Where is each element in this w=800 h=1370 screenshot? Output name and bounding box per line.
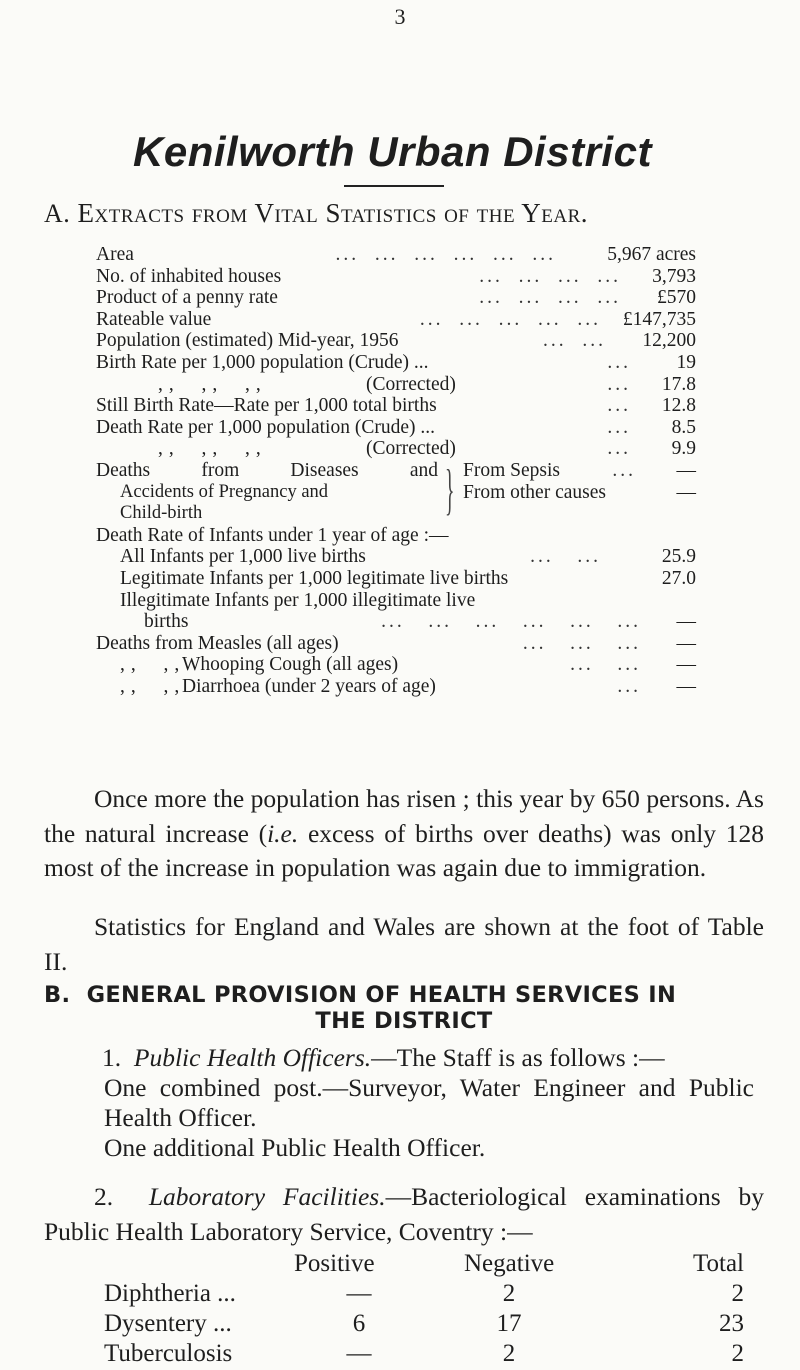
brace-icon: } (445, 458, 455, 521)
stat-row-area: Area ... ... ... ... ... ... 5,967 acres (96, 244, 696, 265)
table-row (104, 1340, 744, 1370)
stat-row-all-infants: All Infants per 1,000 live births ... ... 25.9 (120, 546, 696, 568)
stat-value: 9.9 (671, 438, 696, 460)
table-row (104, 1280, 744, 1310)
stat-label: Death Rate per 1,000 population (Crude) ... (96, 416, 435, 438)
stat-value: £570 (657, 287, 696, 309)
negative-count: 2 (502, 1340, 516, 1367)
stat-row-still-birth-rate: Still Birth Rate—Rate per 1,000 total births ... 12.8 (96, 395, 696, 417)
stat-row-death-rate-crude: Death Rate per 1,000 population (Crude) ... ... 8.5 (96, 416, 696, 438)
section-b-heading: B. GENERAL PROVISION OF HEALTH SERVICES IN THE DISTRICT (44, 982, 677, 1034)
stat-label: Diarrhoea (under 2 years of age) (182, 675, 436, 697)
stat-value: 5,967 acres (607, 244, 696, 265)
positive-count: 6 (352, 1310, 366, 1337)
stat-row-birth-rate-corrected: ,, ,, ,, (Corrected) ... 17.8 (158, 373, 696, 395)
title-divider (344, 185, 444, 187)
sepsis-value: — (676, 459, 696, 481)
disease-name: Diphtheria ... (104, 1280, 236, 1307)
table-header-row (104, 1250, 744, 1280)
stat-row-measles: Deaths from Measles (all ages) ... ... ... — (96, 632, 696, 654)
stat-value: — (676, 632, 696, 654)
stat-row-illegitimate-infants (96, 590, 696, 612)
stat-row-birth-rate-crude: Birth Rate per 1,000 population (Crude) ... ... 19 (96, 351, 696, 373)
stat-label: births (144, 611, 189, 633)
stat-label: Whooping Cough (all ages) (182, 654, 399, 676)
disease-name: Dysentery ... (104, 1310, 232, 1337)
stat-label: Population (estimated) Mid-year, 1956 (96, 330, 399, 352)
stat-row-legitimate-infants (96, 568, 696, 590)
page-number: 3 (394, 4, 406, 29)
stat-label: Deaths from Measles (all ages) (96, 632, 339, 654)
stat-label: Area (96, 244, 134, 265)
negative-header: Negative (464, 1250, 555, 1277)
stat-value: 12.8 (661, 395, 696, 417)
stat-label: Still Birth Rate—Rate per 1,000 total births (96, 395, 437, 417)
maternal-deaths-label: Child-birth (120, 503, 203, 524)
maternal-deaths-label: Accidents of Pregnancy and (120, 481, 329, 502)
disease-name: Tuberculosis (104, 1340, 233, 1367)
stat-value: — (676, 611, 696, 633)
maternal-deaths-block: Deaths from Diseases and Accidents of Pregnancy and Child-birth } From Sepsis ... — From other causes — (96, 458, 696, 524)
stat-value: 27.0 (661, 567, 696, 589)
stat-value: 3,793 (652, 265, 696, 287)
stat-row-population: Population (estimated) Mid-year, 1956 ... ... 12,200 (96, 330, 696, 352)
total-count: 23 (719, 1310, 744, 1337)
section-a-title: Extracts from Vital Statistics of the Year. (77, 198, 589, 228)
total-count: 2 (731, 1280, 744, 1307)
page-title: Kenilworth Urban District (133, 128, 652, 175)
stat-value: — (676, 675, 696, 697)
positive-count: — (346, 1280, 372, 1307)
stat-row-illegitimate-births: births ... ... ... ... ... ... — (144, 611, 696, 633)
infant-death-heading: Death Rate of Infants under 1 year of age :— (96, 524, 449, 546)
section-b-letter: B. (44, 982, 71, 1008)
stat-row-death-rate-corrected: ,, ,, ,, (Corrected) ... 9.9 (158, 438, 696, 460)
stat-value: 8.5 (671, 416, 696, 438)
stat-value: 19 (676, 351, 696, 373)
public-health-officers-item: 1. Public Health Officers.—The Staff is as follows :— One combined post.—Surveyor, Water Engineer and Public Health Officer. One additional Public Health Officer. (102, 1043, 754, 1162)
stat-label: Product of a penny rate (96, 287, 278, 309)
stat-label: Rateable value (96, 308, 212, 330)
maternal-deaths-label: Deaths from Diseases and (96, 459, 438, 481)
other-causes-label: From other causes (463, 481, 606, 503)
stat-label: (Corrected) (366, 438, 456, 460)
statistics-note-paragraph: Statistics for England and Wales are shown at the foot of Table II. (44, 912, 764, 976)
stat-label: Illegitimate Infants per 1,000 illegitimate live (120, 589, 476, 611)
vital-statistics-list (96, 244, 696, 697)
stat-label: All Infants per 1,000 live births (120, 546, 366, 568)
negative-count: 2 (502, 1280, 516, 1307)
positive-count: — (346, 1340, 372, 1367)
stat-row-diarrhoea: ,, ,, Diarrhoea (under 2 years of age) ... — (120, 675, 696, 697)
table-row (104, 1310, 744, 1340)
stat-value: 17.8 (661, 373, 696, 395)
total-header: Total (692, 1250, 744, 1277)
stat-label: Legitimate Infants per 1,000 legitimate live births (120, 567, 509, 589)
population-paragraph: Once more the population has risen ; this year by 650 persons. As the natural increase (i.e. excess of births over deaths) was only 128 most of the increase in population was again due to immigration. (44, 784, 764, 882)
stat-row-whooping-cough: ,, ,, Whooping Cough (all ages) ... ... — (120, 654, 696, 676)
stat-value: — (676, 654, 696, 676)
positive-header: Positive (294, 1250, 375, 1277)
stat-row-houses: No. of inhabited houses ... ... ... ... 3,793 (96, 265, 696, 287)
stat-row-rateable-value: Rateable value ... ... ... ... ... £147,735 (96, 308, 696, 330)
stat-label: (Corrected) (366, 373, 456, 395)
stat-label: No. of inhabited houses (96, 265, 282, 287)
other-causes-value: — (676, 481, 696, 503)
stat-value: £147,735 (622, 308, 696, 330)
laboratory-facilities-item: 2. Laboratory Facilities.—Bacteriological examinations by Public Health Laboratory Service, Coventry :— (44, 1182, 765, 1246)
stat-label: Birth Rate per 1,000 population (Crude) ... (96, 351, 429, 373)
stat-value: 12,200 (642, 330, 696, 352)
sepsis-label: From Sepsis (463, 459, 560, 481)
stat-row-penny-rate: Product of a penny rate ... ... ... ... £570 (96, 287, 696, 309)
total-count: 2 (731, 1340, 744, 1367)
section-a-heading (44, 198, 588, 229)
stat-value: 25.9 (661, 546, 696, 568)
section-a-letter: A. (44, 199, 71, 228)
negative-count: 17 (496, 1310, 522, 1337)
